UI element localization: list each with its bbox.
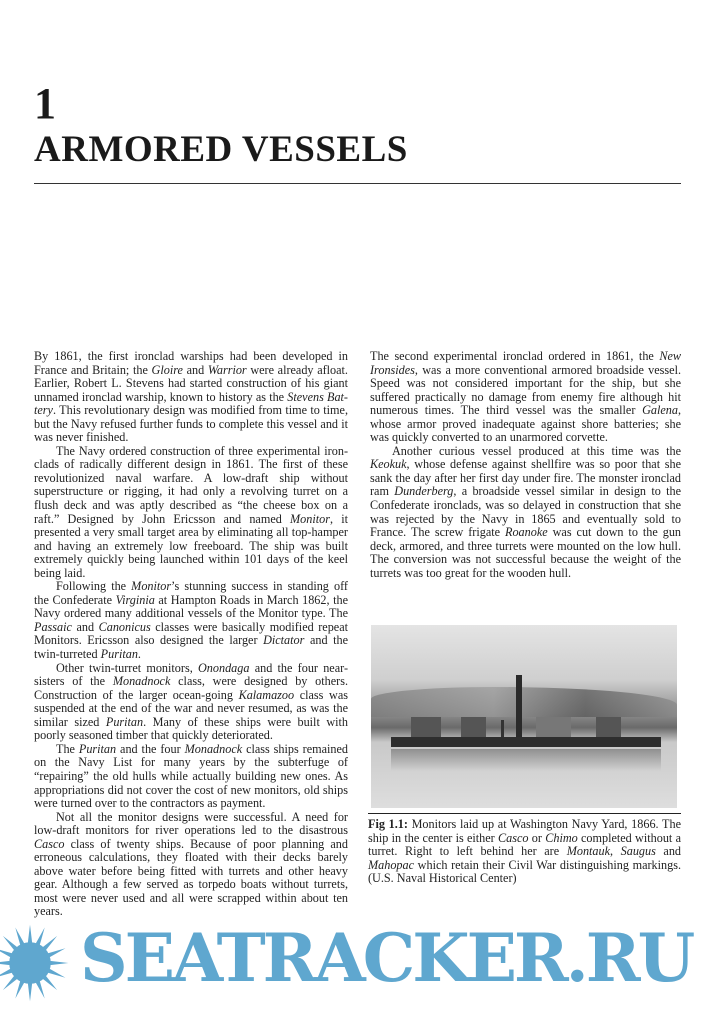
italic-text: New Ironsides bbox=[370, 349, 681, 377]
paragraph bbox=[34, 580, 348, 661]
italic-text: Kalamazoo bbox=[238, 687, 295, 702]
text-run: and bbox=[182, 362, 208, 377]
text-run: completed without a turret. Right to left behind her are bbox=[368, 830, 681, 859]
watermark: SEATRACKER.RU bbox=[80, 919, 693, 997]
italic-text: Casco bbox=[498, 830, 529, 845]
text-run: and the four near-sisters of the bbox=[34, 660, 349, 689]
text-run: class, were designed by others. Construction of the larger ocean-going bbox=[34, 674, 348, 702]
text-run: classes were basically modified repeat Monitors. Ericsson also designed the larger bbox=[34, 619, 348, 648]
text-run: class of twenty ships. Because of poor planning and erroneous calculations, they floated with their decks barely above water before being fitted with turrets and other heavy gear. Although a few served as torpedo boats without turrets, most were never used and all were scrapped within about ten years. bbox=[34, 836, 348, 919]
italic-text: Saugus bbox=[620, 844, 656, 859]
paragraph bbox=[34, 811, 348, 919]
chapter-number: 1 bbox=[34, 79, 56, 128]
italic-text: Roanoke bbox=[505, 525, 548, 540]
text-run: . This revolutionary design was modified from time to time, but the Navy refused further funds to complete this vessel and it was never finished. bbox=[34, 403, 348, 445]
figure-label: Fig 1.1: bbox=[368, 817, 408, 831]
text-run: . bbox=[137, 647, 141, 662]
text-run: The second experimental ironclad ordered in 1861, the bbox=[370, 349, 660, 363]
text-run: class ships remained on the Navy List for many years by the subterfuge of “repairing” the old hulls while actually building new ones. As appropriations did not cover the cost of new monitors, old ships were turned over to the contractors as payment. bbox=[34, 741, 349, 811]
text-run: , a broadside vessel similar in design to the Confederate ironclads, was so delayed in construction that she was rejected by the Navy in 1865 and eventually sold to France. The screw frigate bbox=[370, 484, 682, 540]
text-run: was cut down to the gun deck, armored, and three turrets were mounted on the low hull. The conversion was not successful because the weight of the turrets was too great for the wooden hull. bbox=[370, 525, 682, 580]
left-column bbox=[34, 350, 348, 919]
text-run: The Navy ordered construction of three experimental ironclads of radically different design in 1861. The first of these revolutionized naval warfare. A low-draft ship without superstructure or rigging, it had only a revolving turret on a flush deck and was aptly described as “the cheese box on a raft.” Designed by John Ericsson and named bbox=[34, 443, 348, 526]
italic-text: Casco bbox=[34, 836, 65, 851]
paragraph bbox=[370, 445, 681, 580]
italic-text: Puritan bbox=[100, 647, 138, 662]
chapter-title: ARMORED VESSELS bbox=[34, 129, 408, 170]
text-run: , was a more conventional armored broadside vessel. Speed was not considered important for the ship, but she suffered practically no damage from enemy fire although hit numerous times. The third vessel was the smaller bbox=[370, 362, 681, 418]
text-run: Other twin-turret monitors, bbox=[56, 660, 198, 675]
text-run: and the four bbox=[116, 741, 185, 756]
italic-text: Puritan bbox=[78, 741, 117, 756]
text-run: Another curious vessel produced at this time was the bbox=[392, 443, 681, 458]
title-rule bbox=[34, 183, 681, 184]
text-run: Not all the monitor designs were successful. A need for low-draft monitors for river operations led to the disastrous bbox=[34, 809, 348, 838]
italic-text: Passaic bbox=[34, 619, 72, 634]
text-run: ’s stunning success in standing off the Confederate bbox=[34, 579, 348, 607]
text-run: and bbox=[71, 619, 99, 634]
paragraph bbox=[34, 743, 348, 811]
right-column bbox=[370, 350, 681, 580]
text-run: or bbox=[528, 830, 546, 845]
italic-text: Dictator bbox=[263, 633, 305, 648]
paragraph bbox=[34, 445, 348, 580]
figure-photo bbox=[371, 625, 677, 808]
italic-text: Mahopac bbox=[368, 857, 415, 872]
figure-caption bbox=[368, 818, 681, 886]
paragraph bbox=[34, 350, 348, 445]
text-run: , it presented a very small target area by eliminating all top-hamper and having an extremely low freeboard. The ship was built extremely quickly being launched within 101 days of the keel being laid. bbox=[34, 511, 348, 580]
text-run: and bbox=[655, 844, 682, 859]
text-run: , bbox=[610, 844, 621, 859]
italic-text: Monadnock bbox=[112, 674, 171, 689]
text-run: were already afloat. Earlier, Robert L. Stevens had started construction of his giant unnamed ironclad warship, known to history as the bbox=[34, 362, 348, 404]
text-run: Monitors laid up at Washington Navy Yard, 1866. The ship in the center is either bbox=[368, 817, 681, 845]
text-run: . Many of these ships were built with poorly seasoned timber that quickly deteriorated. bbox=[34, 714, 348, 743]
text-run: and the twin-turreted bbox=[34, 633, 348, 662]
italic-text: Keokuk bbox=[370, 457, 407, 472]
text-run: , whose armor proved inadequate against shore batteries; she was quickly converted to an unarmored corvette. bbox=[370, 403, 681, 445]
text-run: class was suspended at the end of the war and never resumed, as was the similar sized bbox=[34, 687, 348, 729]
italic-text: Chimo bbox=[545, 830, 578, 845]
watermark-sunburst-icon bbox=[0, 923, 70, 1003]
italic-text: Warrior bbox=[207, 362, 247, 377]
text-run: , whose defense against shellfire was so poor that she sank the day after her first day under fire. The monster ironclad ram bbox=[370, 457, 681, 499]
italic-text: Stevens Battery bbox=[34, 389, 348, 418]
text-run: which retain their Civil War distinguishing markings. (U.S. Naval Historical Center) bbox=[368, 857, 681, 886]
italic-text: Canonicus bbox=[98, 619, 151, 634]
italic-text: Puritan bbox=[105, 714, 144, 729]
text-run: The bbox=[56, 741, 79, 756]
paragraph bbox=[370, 350, 681, 445]
italic-text: Monitor bbox=[290, 511, 330, 526]
paragraph bbox=[34, 662, 348, 743]
italic-text: Virginia bbox=[115, 592, 155, 607]
caption-rule bbox=[368, 813, 681, 814]
text-run: at Hampton Roads in March 1862, the Navy ordered many additional vessels of the Monitor type. The bbox=[34, 592, 348, 621]
italic-text: Monadnock bbox=[184, 741, 243, 756]
italic-text: Dunderberg bbox=[394, 484, 454, 499]
italic-text: Montauk bbox=[566, 844, 611, 859]
italic-text: Galena bbox=[642, 403, 678, 418]
italic-text: Gloire bbox=[151, 362, 183, 377]
text-run: Following the bbox=[56, 579, 132, 594]
italic-text: Onondaga bbox=[197, 660, 250, 675]
text-run: By 1861, the first ironclad warships had been developed in France and Britain; the bbox=[34, 349, 348, 377]
italic-text: Monitor bbox=[131, 579, 172, 594]
